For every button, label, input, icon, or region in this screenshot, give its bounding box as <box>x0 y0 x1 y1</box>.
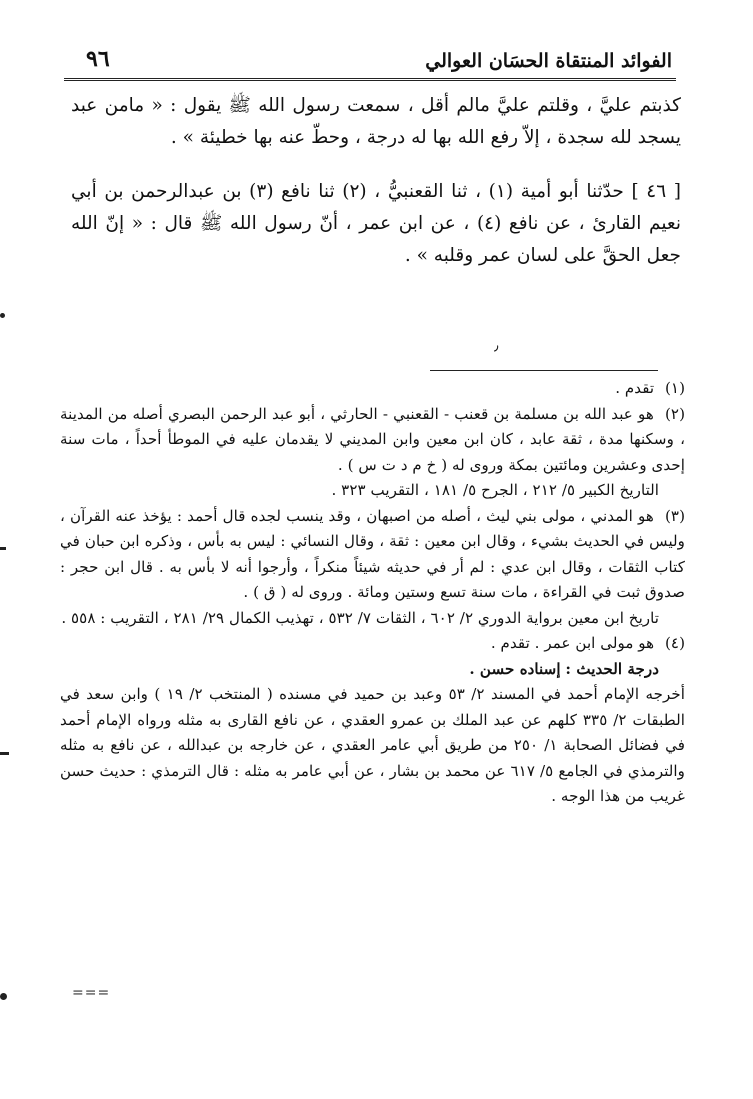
footnote-3 <box>60 504 685 606</box>
grade-value: إسناده حسن . <box>469 659 561 678</box>
footnote-text: هو عبد الله بن مسلمة بن قعنب - القعنبي - الحارثي ، أبو عبد الرحمن البصري أصله من المدينة ، وسكنها مدة ، ثقة عابد ، كان ابن معين وابن المديني لا يقدمان عليه في الموطأ أحداً ، مات سنة إحدى وعشرين ومائتين بمكة وروى له ( خ م د ت س ) . <box>60 404 685 474</box>
margin-speck <box>0 547 6 550</box>
main-text <box>71 90 681 272</box>
footnote-text: تقدم . <box>615 379 655 397</box>
footnote-text: هو المدني ، مولى بني ليث ، أصله من اصبهان ، وقد ينسب لجده قال أحمد : يؤخذ عنه القرآن ، وليس في الحديث بشيء ، وقال ابن معين : ثقة ، وقال النسائي : ليس به بأس ، وذكره ابن حبان في كتاب الثقات ، وقال ابن عدي : لم أر في حديثه شيئاً منكراً ، وأرجوا أنه لا بأس به . قال ابن حجر : صدوق ثبت في القراءة ، مات سنة تسع وستين ومائة . وروى له ( ق ) . <box>60 506 685 601</box>
hadith-46: [ ٤٦ ] حدّثنا أبو أمية (١) ، ثنا القعنبيُّ ، (٢) ثنا نافع (٣) بن عبدالرحمن بن أبي نعيم القارئ ، عن نافع (٤) ، عن ابن عمر ، أنّ رسول الله ﷺ قال : « إنّ الله جعل الحقَّ على لسان عمر وقلبه » . <box>71 181 682 266</box>
footnote-separator <box>430 370 658 371</box>
footnote-number: (١) <box>664 379 685 397</box>
main-paragraph-1: كذبتم عليَّ ، وقلتم عليَّ مالم أقل ، سمعت رسول الله ﷺ يقول : « مامن عبد يسجد لله سجدة ، إلاّ رفع الله بها له درجة ، وحطّ عنه بها خطيئة » . <box>71 95 681 148</box>
grade-label: درجة الحديث : <box>565 659 659 678</box>
footnote-text: هو مولى ابن عمر . تقدم . <box>490 634 655 652</box>
margin-speck <box>0 993 7 1000</box>
takhrij-text: أخرجه الإمام أحمد في المسند ٢/ ٥٣ وعبد بن حميد في مسنده ( المنتخب ٢/ ١٩ ) وابن سعد في الطبقات ٢/ ٣٣٥ كلهم عن عبد الملك بن عمرو العقدي ، عن نافع القارى به مثله ورواه الإمام أحمد في فضائل الصحابة ١/ ٢٥٠ من طريق أبي عامر العقدي ، عن خارجه بن عبدالله ، عن نافع به مثله والترمذي في الجامع ٥/ ٦١٧ عن محمد بن بشار ، عن أبي عامر به مثله : قال الترمذي : حديث حسن غريب من هذا الوجه . <box>60 685 685 805</box>
running-title: الفوائد المنتقاة الحسَان العوالي <box>425 50 672 72</box>
footnote-2 <box>60 402 685 479</box>
margin-speck <box>0 313 5 318</box>
page-number: ٩٦ <box>86 46 110 72</box>
footnote-number: (٣) <box>664 506 685 525</box>
footnote-1 <box>60 376 685 402</box>
stray-mark: ٫ <box>494 338 499 354</box>
footnote-3-reference: تاريخ ابن معين برواية الدوري ٢/ ٦٠٢ ، الثقات ٧/ ٥٣٢ ، تهذيب الكمال ٢٩/ ٢٨١ ، التقريب : ٥٥٨ . <box>61 608 659 627</box>
hadith-grade <box>60 657 685 683</box>
footnote-number: (٢) <box>664 404 685 423</box>
margin-speck <box>0 752 9 755</box>
footnote-4 <box>60 631 685 657</box>
end-mark: === <box>72 985 111 1001</box>
footnote-number: (٤) <box>664 634 685 652</box>
footnotes <box>60 376 685 810</box>
footnote-2-reference: التاريخ الكبير ٥/ ٢١٢ ، الجرح ٥/ ١٨١ ، التقريب ٣٢٣ . <box>331 481 659 499</box>
page-header <box>64 44 676 81</box>
